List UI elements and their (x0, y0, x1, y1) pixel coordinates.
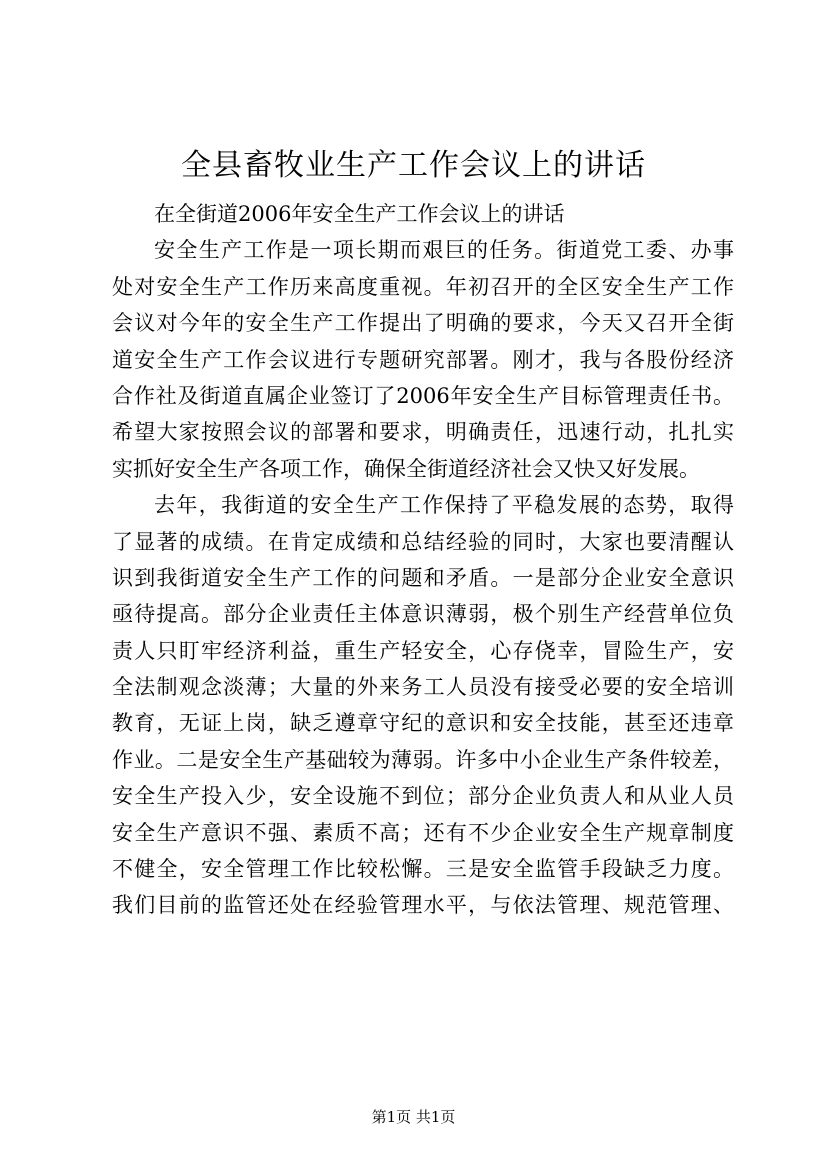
paragraph-2-line: 安全生产意识不强、素质不高；还有不少企业安全生产规章制度 (112, 820, 734, 845)
page-number-footer: 第1页 共1页 (371, 1108, 456, 1126)
paragraph-2-line: 不健全，安全管理工作比较松懈。三是安全监管手段缺乏力度。 (112, 857, 734, 882)
document-body (112, 196, 734, 924)
document-subtitle: 在全街道2006年安全生产工作会议上的讲话 (154, 202, 565, 226)
paragraph-2-line: 我们目前的监管还处在经验管理水平，与依法管理、规范管理、 (112, 893, 734, 918)
paragraph-1-line: 安全生产工作是一项长期而艰巨的任务。街道党工委、办事 (154, 238, 734, 263)
paragraph-1-line: 道安全生产工作会议进行专题研究部署。刚才，我与各股份经济 (112, 347, 734, 372)
paragraph-2-line: 全法制观念淡薄；大量的外来务工人员没有接受必要的安全培训 (112, 675, 734, 700)
paragraph-1-line: 处对安全生产工作历来高度重视。年初召开的全区安全生产工作 (112, 274, 734, 299)
paragraph-2-line: 去年，我街道的安全生产工作保持了平稳发展的态势，取得 (154, 493, 734, 518)
paragraph-2-line: 作业。二是安全生产基础较为薄弱。许多中小企业生产条件较差， (112, 747, 734, 772)
paragraph-1-line: 会议对今年的安全生产工作提出了明确的要求，今天又召开全街 (112, 311, 734, 336)
document-title: 全县畜牧业生产工作会议上的讲话 (181, 148, 646, 183)
paragraph-2-line: 安全生产投入少，安全设施不到位；部分企业负责人和从业人员 (112, 784, 734, 809)
paragraph-2-line: 责人只盯牢经济利益，重生产轻安全，心存侥幸，冒险生产，安 (112, 638, 734, 663)
paragraph-1-line: 合作社及街道直属企业签订了2006年安全生产目标管理责任书。 (112, 383, 734, 408)
paragraph-2-line: 了显著的成绩。在肯定成绩和总结经验的同时，大家也要清醒认 (112, 529, 734, 554)
paragraph-2-line: 识到我街道安全生产工作的问题和矛盾。一是部分企业安全意识 (112, 565, 734, 590)
paragraph-2-line: 教育，无证上岗，缺乏遵章守纪的意识和安全技能，甚至还违章 (112, 711, 734, 736)
paragraph-1-line: 希望大家按照会议的部署和要求，明确责任，迅速行动，扎扎实 (112, 420, 734, 445)
paragraph-2-line: 亟待提高。部分企业责任主体意识薄弱，极个别生产经营单位负 (112, 602, 734, 627)
paragraph-1-line: 实抓好安全生产各项工作，确保全街道经济社会又快又好发展。 (112, 456, 700, 481)
